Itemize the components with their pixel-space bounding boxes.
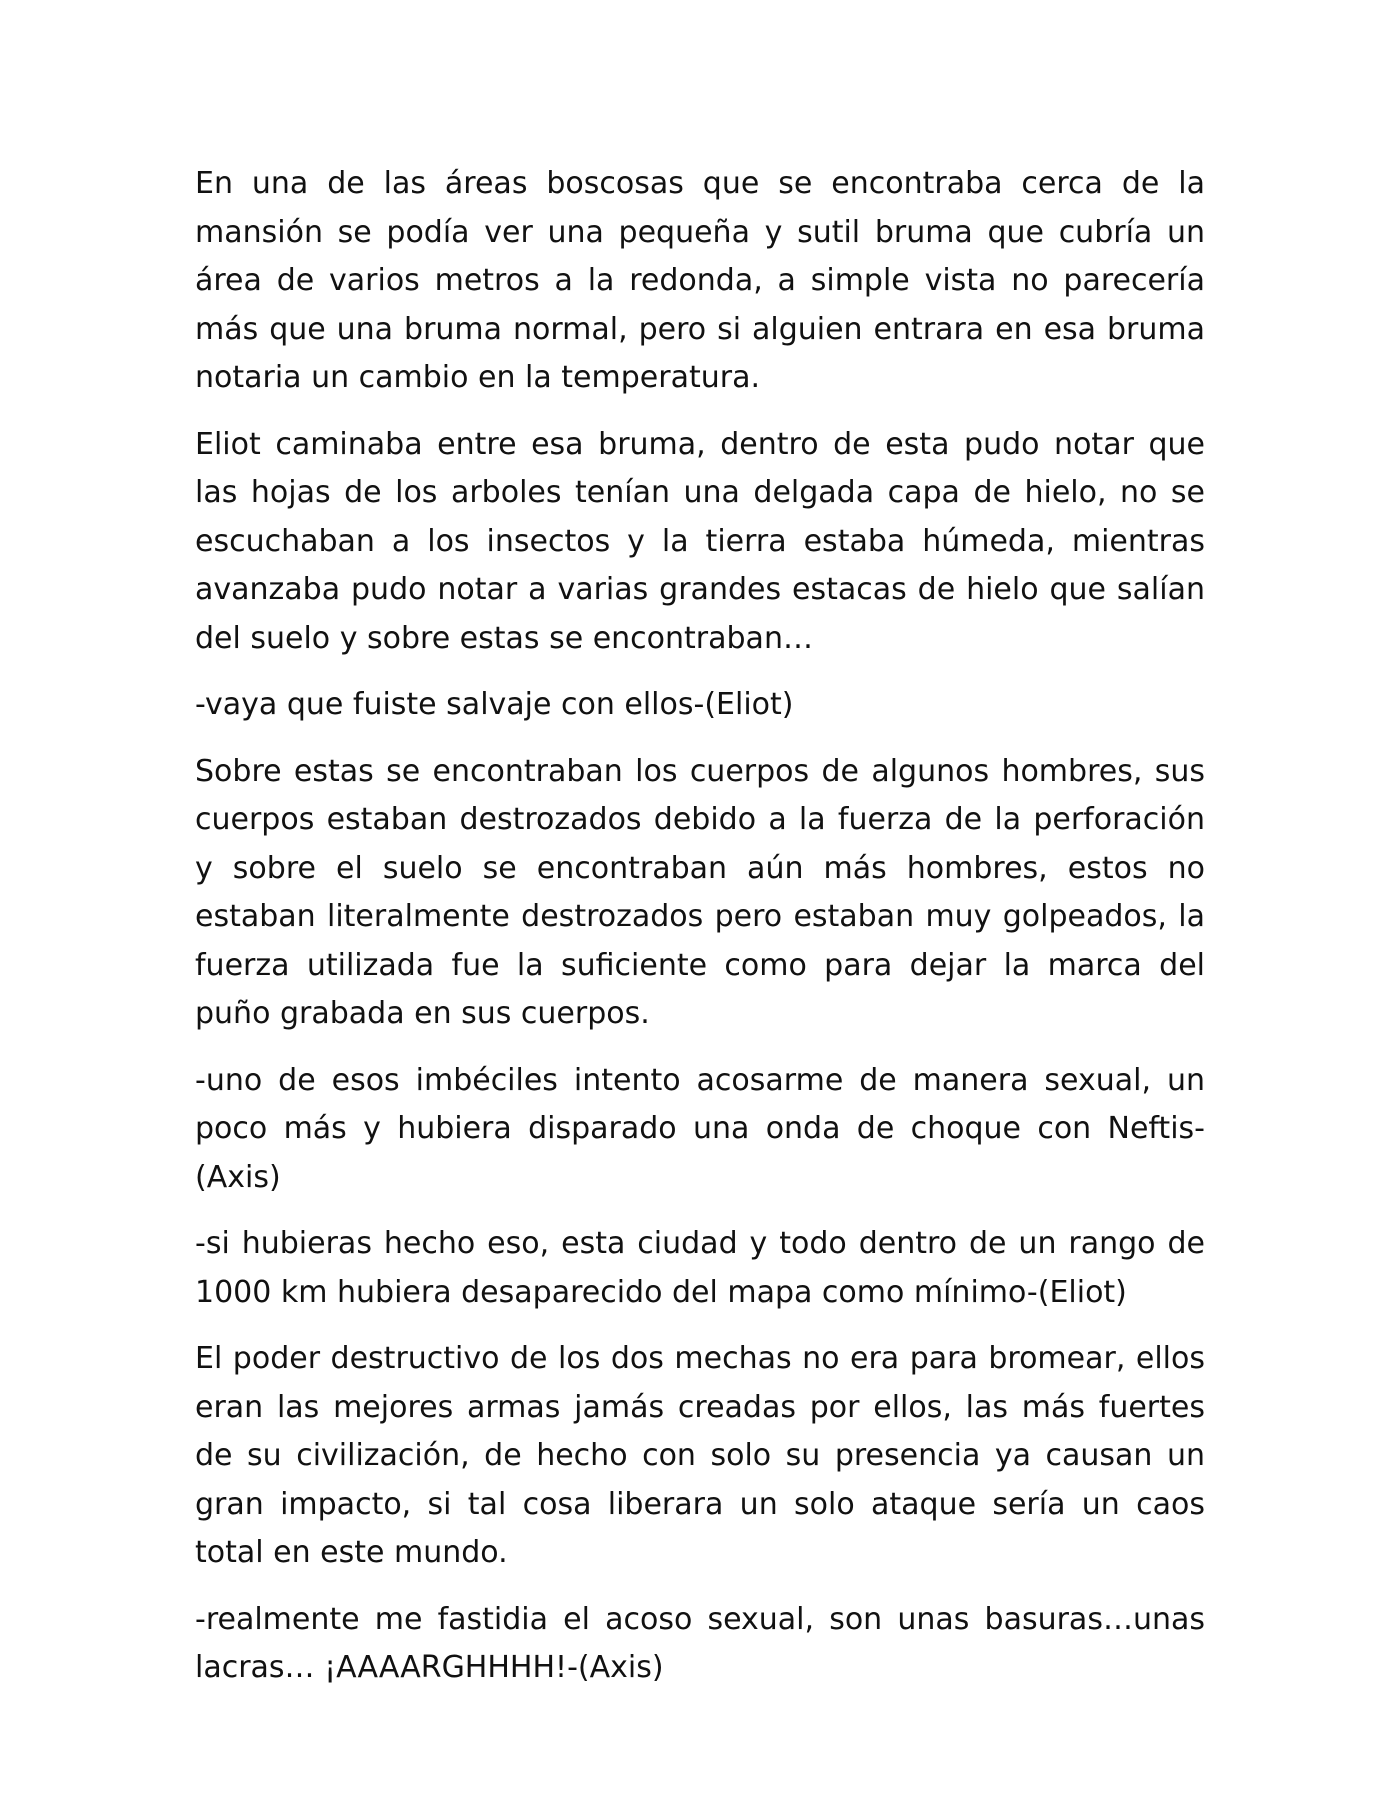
dialogue-line-1: -vaya que fuiste salvaje con ellos-(Eliot) <box>195 687 794 722</box>
dialogue-line-2: -uno de esos imbéciles intento acosarme de manera sexual, un poco más y hubiera disparado una onda de choque con Neftis-(Axis) <box>195 1062 1205 1195</box>
dialogue-line-3: -si hubieras hecho eso, esta ciudad y todo dentro de un rango de 1000 km hubiera desaparecido del mapa como mínimo-(Eliot) <box>195 1226 1205 1310</box>
document-body <box>195 160 1205 1711</box>
paragraph-3: Sobre estas se encontraban los cuerpos de algunos hombres, sus cuerpos estaban destrozados debido a la fuerza de la perforación y sobre el suelo se encontraban aún más hombres, estos no estaban literalmente destrozados pero estaban muy golpeados, la fuerza utilizada fue la suficiente como para dejar la marca del puño grabada en sus cuerpos. <box>195 753 1205 1031</box>
paragraph-2: Eliot caminaba entre esa bruma, dentro de esta pudo notar que las hojas de los arboles tenían una delgada capa de hielo, no se escuchaban a los insectos y la tierra estaba húmeda, mientras avanzaba pudo notar a varias grandes estacas de hielo que salían del suelo y sobre estas se encontraban… <box>195 426 1205 656</box>
paragraph-4: El poder destructivo de los dos mechas no era para bromear, ellos eran las mejores armas jamás creadas por ellos, las más fuertes de su civilización, de hecho con solo su presencia ya causan un gran impacto, si tal cosa liberara un solo ataque sería un caos total en este mundo. <box>195 1341 1205 1570</box>
dialogue-line-4: -realmente me fastidia el acoso sexual, son unas basuras…unas lacras… ¡AAAARGHHHH!-(Axis) <box>195 1601 1205 1685</box>
paragraph-1: En una de las áreas boscosas que se encontraba cerca de la mansión se podía ver una pequeña y sutil bruma que cubría un área de varios metros a la redonda, a simple vista no parecería más que una bruma normal, pero si alguien entrara en esa bruma notaria un cambio en la temperatura. <box>195 166 1205 395</box>
